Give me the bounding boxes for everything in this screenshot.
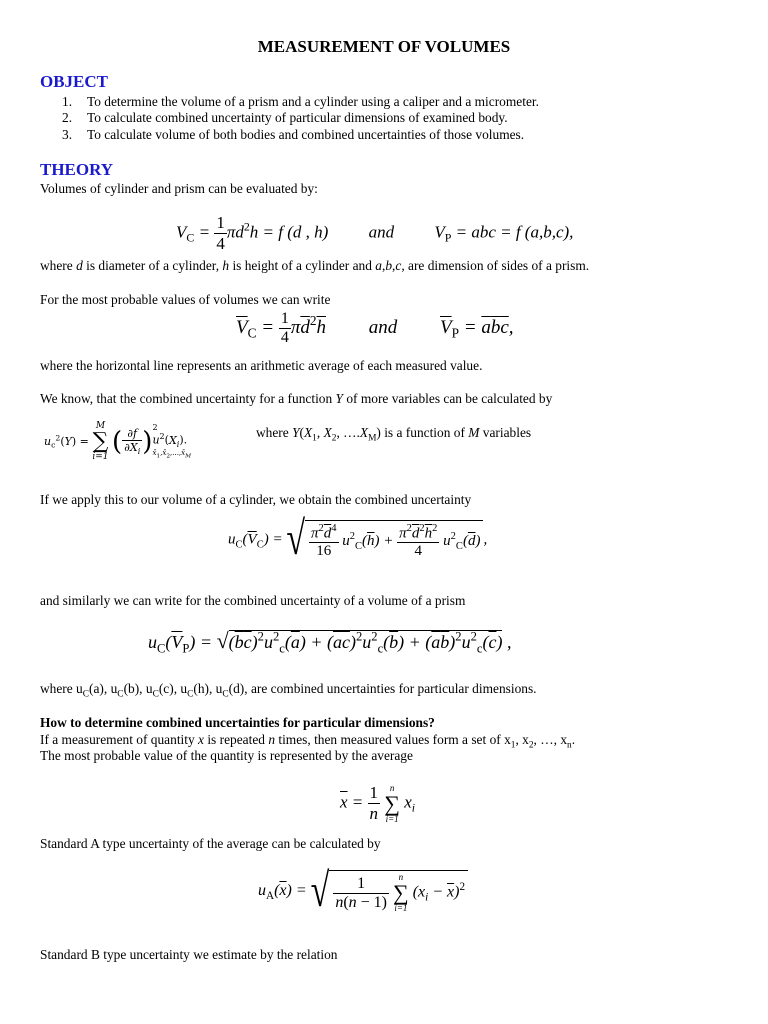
- paragraph: Volumes of cylinder and prism can be evaluated by:: [40, 181, 318, 196]
- list-item: 3. To calculate volume of both bodies and combined uncertainties of those volumes.: [62, 127, 525, 142]
- paragraph: where the horizontal line represents an arithmetic average of each measured value.: [40, 358, 483, 373]
- list-item: 1. To determine the volume of a prism and a cylinder using a caliper and a micrometer.: [62, 94, 539, 109]
- list-item: 2. To calculate combined uncertainty of particular dimensions of examined body.: [62, 110, 508, 125]
- paragraph: Standard B type uncertainty we estimate by the relation: [40, 947, 338, 962]
- paragraph: where d is diameter of a cylinder, h is height of a cylinder and a,b,c, are dimension of sides of a prism.: [40, 258, 590, 273]
- paragraph: The most probable value of the quantity is represented by the average: [40, 748, 413, 763]
- paragraph: where $Y(X_1$, $X_2$, $\dots.X_M$) is a function of M variables: [256, 425, 532, 444]
- subheading: How to determine combined uncertainties for particular dimensions?: [40, 715, 435, 730]
- average-equation: $\overline{x}$ = $\frac{1}{n}$ n ∑ i=1 $x_i$: [340, 782, 416, 824]
- cylinder-uncertainty-equation: $u_C(\overline{V}_C)$ = √ $\frac{\pi^2\overline{d}^4}{16}$ $u^2_C(\overline{h})$ + $\frac{\pi^2\overline{d}^2\overline{h}^2}{4}$ $u^2_C(\overline{d})$,: [228, 513, 488, 566]
- object-heading: OBJECT: [40, 72, 109, 91]
- prism-uncertainty-equation: $u_C(\overline{V}_P) = √(\overline{b}\overline{c})^2u^2_c(\overline{a}) + (\overline{a}\overline{c})^2u^2_c(\overline{b}) + (\overline{a}\overline{b})^2u^2_c(\overline{c})$ ,: [148, 628, 512, 656]
- paragraph: where $u_C(a)$, $u_C(b)$, $u_C(c)$, $u_C(h)$, $u_C(d)$, are combined uncertainties for particular dimensions.: [40, 681, 537, 700]
- paragraph: If we apply this to our volume of a cylinder, we obtain the combined uncertainty: [40, 492, 472, 507]
- paragraph: For the most probable values of volumes we can write: [40, 292, 331, 307]
- paragraph: Standard A type uncertainty of the average can be calculated by: [40, 836, 381, 851]
- paragraph: If a measurement of quantity x is repeated n times, then measured values form a set of $x_1$, $x_2$, …, $x_n$.: [40, 732, 576, 751]
- theory-heading: THEORY: [40, 160, 114, 179]
- page-title: MEASUREMENT OF VOLUMES: [257, 37, 511, 56]
- type-a-uncertainty-equation: $u_A(\overline{x})$ = √ $\frac{1}{n(n - 1)}$ n ∑ i=1 $(x_i - \overline{x})^2$: [258, 870, 468, 913]
- combined-uncertainty-equation: $u_c^2(Y)$ = M ∑ i=1 ( $\frac{\partial f}{\partial X_i}$ ) 2 $u^2(X_i)$. $x̄_1,x̄_2,...,x̄_M$: [44, 421, 192, 462]
- volume-formula-equation: $V_C$ = $\frac{1}{4}$ $\pi d^2h = f$ (d , h) and $V_P$ = abc = f (a,b,c),: [176, 213, 574, 253]
- paragraph: We know, that the combined uncertainty for a function Y of more variables can be calculated by: [40, 391, 553, 406]
- paragraph: and similarly we can write for the combined uncertainty of a volume of a prism: [40, 593, 466, 608]
- average-volume-equation: $\overline{V}_C$ = $\frac{1}{4}$ $\pi\overline{d}^2\overline{h}$ and $\overline{V}_P = \overline{a}\overline{b}\overline{c}$,: [236, 310, 514, 346]
